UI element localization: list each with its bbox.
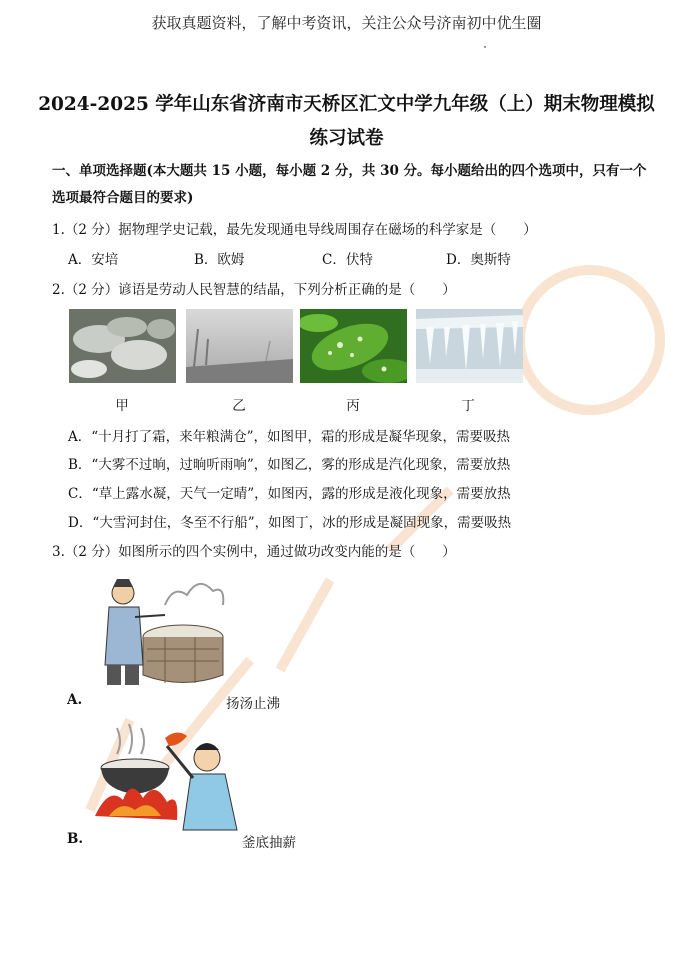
- ladling-soup-illustration: [95, 565, 230, 690]
- caption-bing: 丙: [346, 398, 360, 414]
- q2-stem: 2.（2 分）谚语是劳动人民智慧的结晶，下列分析正确的是（ ）: [52, 282, 456, 298]
- fog-photo: [186, 309, 293, 383]
- frost-photo: [69, 309, 176, 383]
- q3-stem: 3.（2 分）如图所示的四个实例中，通过做功改变内能的是（ ）: [52, 544, 456, 560]
- exam-title-line2: 练习试卷: [309, 128, 384, 149]
- exam-title-line1: 2024-2025 学年山东省济南市天桥区汇文中学九年级（上）期末物理模拟: [38, 94, 655, 115]
- header-dot: [484, 46, 486, 48]
- caption-ding: 丁: [461, 398, 475, 414]
- q1-option-c: C．伏特: [322, 252, 373, 268]
- q1-stem: 1.（2 分）据物理学史记载，最先发现通电导线周围存在磁场的科学家是（ ）: [52, 222, 537, 238]
- section-heading: 一、单项选择题(本大题共 15 小题，每小题 2 分，共 30 分。每小题给出的四个选项中，只有一个选项最符合题目的要求): [52, 163, 647, 206]
- ice-photo: [416, 309, 523, 383]
- q3-option-a-caption: 扬汤止沸: [226, 696, 280, 712]
- q2-option-d: D．“大雪河封住，冬至不行船”，如图丁，冰的形成是凝固现象，需要吸热: [68, 515, 512, 531]
- q3-option-a-label: A.: [67, 692, 83, 708]
- q2-option-a: A．“十月打了霜，来年粮满仓”，如图甲，霜的形成是凝华现象，需要吸热: [68, 429, 511, 445]
- dew-photo: [300, 309, 407, 383]
- q2-option-b: B．“大雾不过晌，过晌听雨响”，如图乙，雾的形成是汽化现象，需要放热: [68, 457, 511, 473]
- q3-option-b-label: B.: [67, 831, 84, 847]
- page-header: 获取真题资料，了解中考资讯，关注公众号济南初中优生圈: [151, 14, 542, 32]
- q1-option-b: B．欧姆: [194, 252, 245, 268]
- q3-option-b-caption: 釜底抽薪: [242, 835, 296, 851]
- caption-yi: 乙: [232, 398, 246, 414]
- firewood-illustration: [95, 720, 245, 838]
- caption-jia: 甲: [115, 398, 129, 414]
- q1-option-d: D．奥斯特: [446, 252, 511, 268]
- q1-option-a: A．安培: [68, 252, 119, 268]
- q2-option-c: C．“草上露水凝，天气一定晴”，如图丙，露的形成是液化现象，需要放热: [68, 486, 511, 502]
